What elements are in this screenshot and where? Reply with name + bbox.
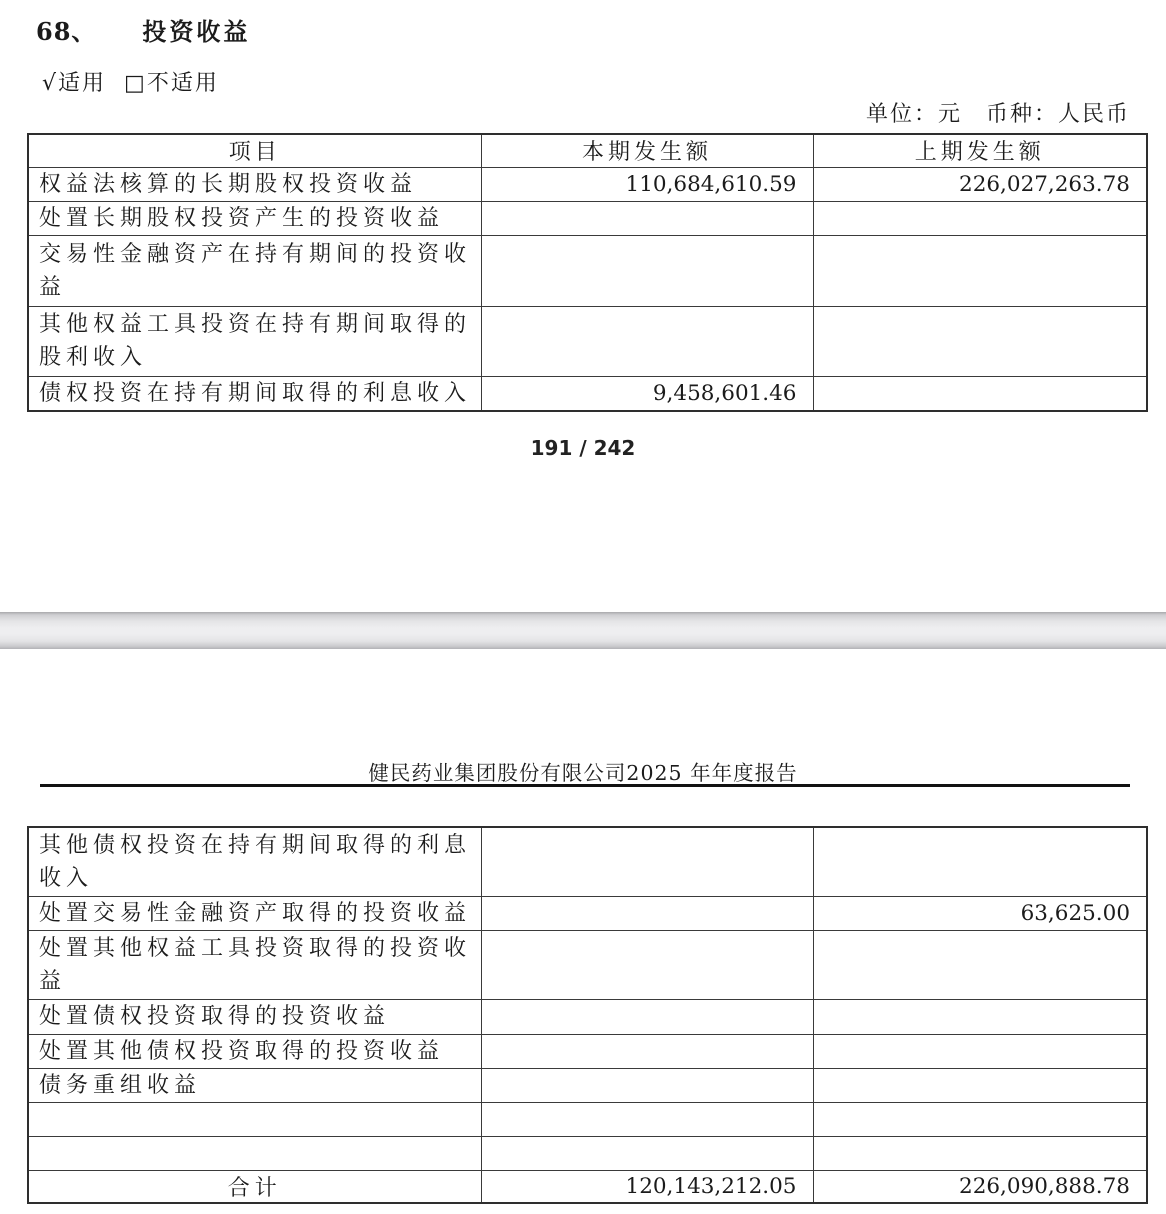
header-prior-period: 上期发生额 [813,134,1147,167]
table-row-empty [28,1102,1147,1136]
current-amount-cell [481,306,813,376]
report-header-rule [40,784,1130,787]
current-amount-cell [481,1136,813,1170]
page-indicator: 191 / 242 [530,436,636,460]
item-cell: 处置其他债权投资取得的投资收益 [28,1034,481,1068]
investment-income-table [27,133,1148,412]
prior-amount-cell: 226,027,263.78 [813,167,1147,201]
table-row [28,167,1147,201]
prior-amount-cell [813,1136,1147,1170]
prior-amount-cell: 63,625.00 [813,896,1147,930]
current-amount-cell [481,201,813,235]
table-header-row [28,134,1147,167]
prior-amount-cell [813,999,1147,1034]
prior-amount-cell [813,1102,1147,1136]
section-title: 投资收益 [142,17,251,46]
item-cell: 债权投资在持有期间取得的利息收入 [28,376,481,411]
table-row [28,235,1147,306]
section-number: 68、 [36,17,97,46]
current-amount-cell [481,827,813,896]
item-cell: 债务重组收益 [28,1068,481,1102]
header-item: 项目 [28,134,481,167]
unit-currency-note: 单位：元 币种：人民币 [865,102,1130,127]
report-header-title: 健民药业集团股份有限公司2025 年年度报告 [368,761,798,785]
prior-amount-cell [813,930,1147,999]
prior-amount-cell [813,827,1147,896]
applicability-line [42,66,219,97]
item-cell: 其他债权投资在持有期间取得的利息收入 [28,827,481,896]
current-amount-cell [481,1102,813,1136]
total-label-cell: 合计 [28,1170,481,1203]
item-cell [28,1136,481,1170]
table-row [28,201,1147,235]
item-cell: 处置其他权益工具投资取得的投资收益 [28,930,481,999]
table-row [28,827,1147,896]
table-row [28,896,1147,930]
current-amount-cell [481,1068,813,1102]
applicable-option: √适用 [42,71,107,96]
prior-amount-cell [813,235,1147,306]
item-cell [28,1102,481,1136]
current-amount-cell [481,235,813,306]
table-row [28,306,1147,376]
prior-amount-cell [813,1068,1147,1102]
current-amount-cell: 9,458,601.46 [481,376,813,411]
table-row [28,376,1147,411]
item-cell: 交易性金融资产在持有期间的投资收益 [28,235,481,306]
investment-income-table-continued [27,826,1148,1204]
not-applicable-option: □不适用 [124,71,219,96]
prior-amount-cell [813,306,1147,376]
item-cell: 处置债权投资取得的投资收益 [28,999,481,1034]
prior-amount-cell [813,376,1147,411]
table-row [28,999,1147,1034]
item-cell: 权益法核算的长期股权投资收益 [28,167,481,201]
table-row [28,1034,1147,1068]
table-row-empty [28,1136,1147,1170]
table-row [28,1068,1147,1102]
table-total-row [28,1170,1147,1203]
item-cell: 其他权益工具投资在持有期间取得的股利收入 [28,306,481,376]
current-amount-cell [481,930,813,999]
section-heading [36,12,250,47]
prior-amount-cell [813,201,1147,235]
total-prior-amount-cell: 226,090,888.78 [813,1170,1147,1203]
current-amount-cell [481,999,813,1034]
page-break-divider [0,612,1166,649]
item-cell: 处置长期股权投资产生的投资收益 [28,201,481,235]
current-amount-cell: 110,684,610.59 [481,167,813,201]
current-amount-cell [481,1034,813,1068]
item-cell: 处置交易性金融资产取得的投资收益 [28,896,481,930]
prior-amount-cell [813,1034,1147,1068]
header-current-period: 本期发生额 [481,134,813,167]
total-current-amount-cell: 120,143,212.05 [481,1170,813,1203]
current-amount-cell [481,896,813,930]
table-row [28,930,1147,999]
